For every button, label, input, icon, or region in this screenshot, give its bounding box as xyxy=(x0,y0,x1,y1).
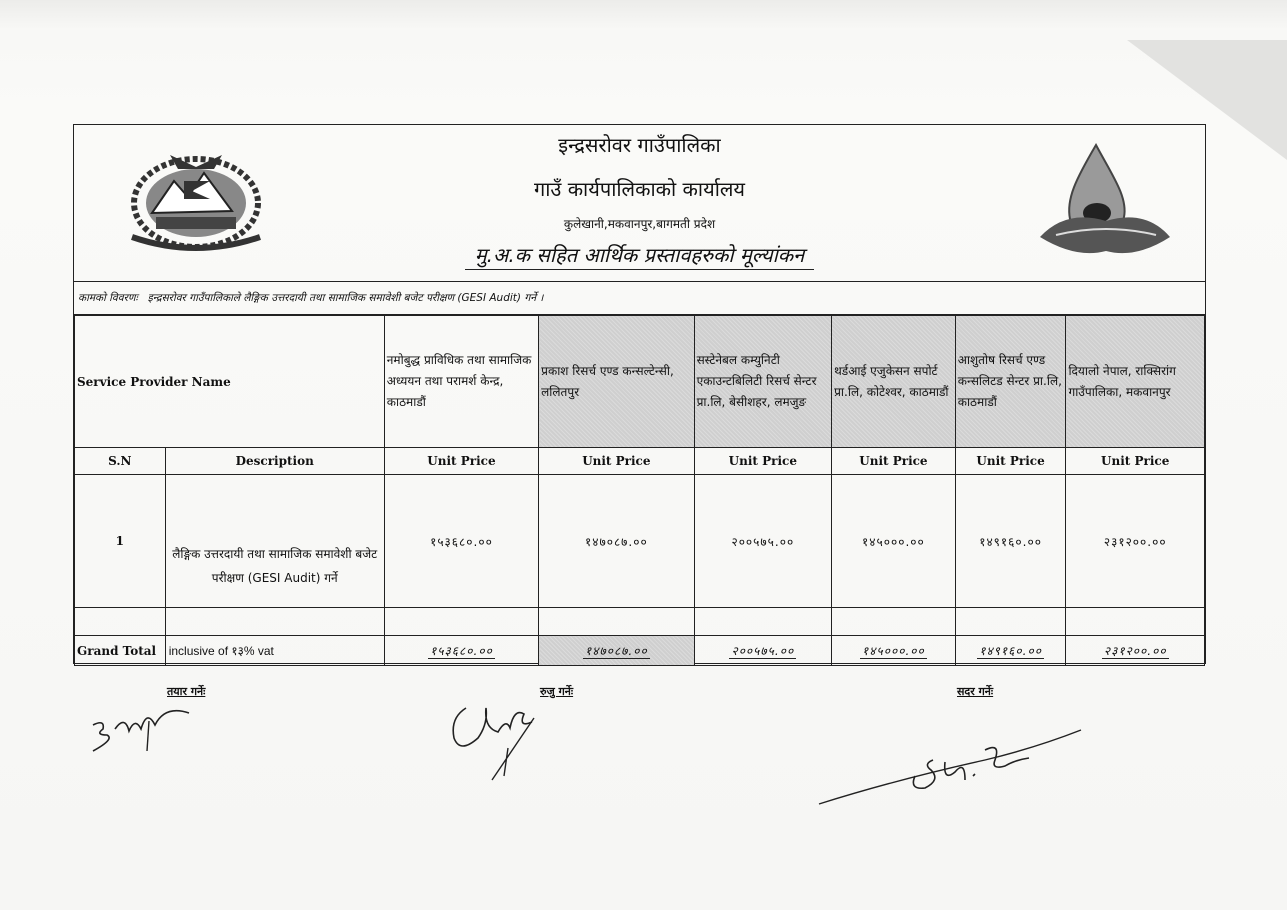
provider-row xyxy=(75,316,1205,448)
total-value: २००५७५.०० xyxy=(694,636,832,666)
provider-name: प्रकाश रिसर्च एण्ड कन्सल्टेन्सी, ललितपुर xyxy=(539,316,694,448)
row-description: लैङ्गिक उत्तरदायी तथा सामाजिक समावेशी बजेट परीक्षण (GESI Audit) गर्ने xyxy=(165,475,384,608)
municipality-name: इन्द्रसरोवर गाउँपालिका xyxy=(558,133,721,157)
office-address: कुलेखानी,मकवानपुर,बागमती प्रदेश xyxy=(563,217,716,231)
total-value: १४५०००.०० xyxy=(832,636,956,666)
provider-label: Service Provider Name xyxy=(75,316,385,448)
unit-price-value: १४९१६०.०० xyxy=(955,475,1066,608)
unit-price-value: १५३६८०.०० xyxy=(384,475,538,608)
price-table xyxy=(74,315,1205,666)
unit-price-header: Unit Price xyxy=(384,448,538,475)
column-header-row xyxy=(75,448,1205,475)
work-text: इन्द्रसरोवर गाउँपालिकाले लैङ्गिक उत्तरदायी तथा सामाजिक समावेशी बजेट परीक्षण (GESI Audit) गर्ने । xyxy=(147,292,544,304)
total-value: १४७०८७.०० xyxy=(539,636,694,666)
provider-name: आशुतोष रिसर्च एण्ड कन्सलिटड सेन्टर प्रा.लि, काठमाडौं xyxy=(955,316,1066,448)
evaluation-form xyxy=(73,124,1206,664)
unit-price-header: Unit Price xyxy=(1066,448,1205,475)
table-row xyxy=(75,475,1205,608)
total-value: १५३६८०.०० xyxy=(384,636,538,666)
description-header: Description xyxy=(165,448,384,475)
unit-price-header: Unit Price xyxy=(539,448,694,475)
provider-name: थर्डआई एजुकेसन सपोर्ट प्रा.लि, कोटेश्वर, काठमाडौं xyxy=(832,316,956,448)
unit-price-value: १४५०००.०० xyxy=(832,475,956,608)
row-sn: 1 xyxy=(75,475,166,608)
vat-note: inclusive of १३% vat xyxy=(165,636,384,666)
grand-total-row xyxy=(75,636,1205,666)
form-header xyxy=(74,125,1205,282)
work-label: कामको विवरणः xyxy=(78,292,138,304)
unit-price-value: २३१२००.०० xyxy=(1066,475,1205,608)
unit-price-header: Unit Price xyxy=(955,448,1066,475)
office-name: गाउँ कार्यपालिकाको कार्यालय xyxy=(533,177,746,201)
unit-price-value: १४७०८७.०० xyxy=(539,475,694,608)
provider-name: दियालो नेपाल, राक्सिरांग गाउँपालिका, मकवानपुर xyxy=(1066,316,1205,448)
prepared-by-label: तयार गर्नेः xyxy=(167,685,206,698)
prepared-signature xyxy=(85,695,195,755)
total-value: २३१२००.०० xyxy=(1066,636,1205,666)
unit-price-header: Unit Price xyxy=(694,448,832,475)
provider-name: नमोबुद्ध प्राविधिक तथा सामाजिक अध्ययन तथा परामर्श केन्द्र, काठमाडौं xyxy=(384,316,538,448)
checked-signature xyxy=(448,688,548,784)
blank-row xyxy=(75,608,1205,636)
work-description xyxy=(74,281,1205,315)
approved-by-label: सदर गर्नेः xyxy=(957,685,994,698)
total-value: १४९१६०.०० xyxy=(955,636,1066,666)
grand-total-label: Grand Total xyxy=(75,636,166,666)
sn-header: S.N xyxy=(75,448,166,475)
approved-signature xyxy=(815,720,1085,810)
unit-price-value: २००५७५.०० xyxy=(694,475,832,608)
unit-price-header: Unit Price xyxy=(832,448,956,475)
provider-name: सस्टेनेबल कम्युनिटी एकाउन्टबिलिटी रिसर्च सेन्टर प्रा.लि, बेसीशहर, लमजुङ xyxy=(694,316,832,448)
checked-by-label: रुजु गर्नेः xyxy=(540,685,574,698)
page-title: मु.अ.क सहित आर्थिक प्रस्तावहरुको मूल्यांकन xyxy=(74,241,1205,268)
